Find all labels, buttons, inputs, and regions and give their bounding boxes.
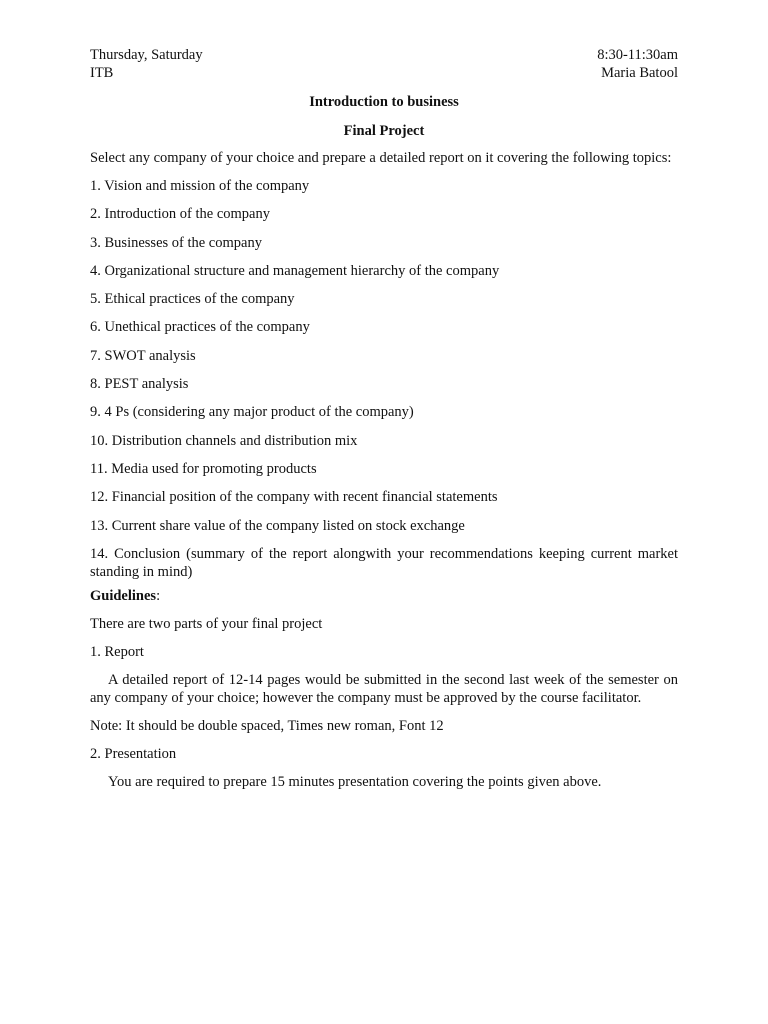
guidelines-colon: : bbox=[156, 587, 161, 604]
topic-item: 3. Businesses of the company bbox=[90, 234, 262, 251]
topic-item: 11. Media used for promoting products bbox=[90, 460, 317, 477]
presentation-description: You are required to prepare 15 minutes presentation covering the points given above. bbox=[108, 773, 602, 790]
formatting-note: Note: It should be double spaced, Times new roman, Font 12 bbox=[90, 717, 444, 734]
class-days: Thursday, Saturday bbox=[90, 47, 203, 63]
topic-item: 8. PEST analysis bbox=[90, 376, 189, 393]
course-code: ITB bbox=[90, 65, 114, 81]
topic-item: 5. Ethical practices of the company bbox=[90, 291, 295, 308]
topic-item: 1. Vision and mission of the company bbox=[90, 178, 310, 194]
instructor-name: Maria Batool bbox=[601, 65, 678, 81]
topic-list bbox=[90, 177, 678, 581]
class-time: 8:30-11:30am bbox=[597, 47, 678, 63]
document-body bbox=[90, 46, 678, 791]
topic-item: 6. Unethical practices of the company bbox=[90, 319, 310, 336]
presentation-heading: 2. Presentation bbox=[90, 745, 177, 762]
parts-intro: There are two parts of your final project bbox=[90, 615, 323, 632]
topic-item: 12. Financial position of the company with recent financial statements bbox=[90, 489, 498, 506]
guidelines-label: Guidelines bbox=[90, 587, 157, 604]
topic-item: 10. Distribution channels and distribution mix bbox=[90, 432, 358, 449]
topic-item: 9. 4 Ps (considering any major product of the company) bbox=[90, 404, 414, 421]
header-row-schedule bbox=[90, 46, 678, 64]
topic-item: 4. Organizational structure and management hierarchy of the company bbox=[90, 262, 500, 279]
document-title: Introduction to business bbox=[309, 94, 459, 110]
topic-item: 7. SWOT analysis bbox=[90, 347, 196, 364]
topic-item: 2. Introduction of the company bbox=[90, 206, 270, 223]
report-description: A detailed report of 12-14 pages would be submitted in the second last week of the semester on any company of your choice; however the company must be approved by the course facilitator. bbox=[90, 671, 678, 706]
intro-paragraph: Select any company of your choice and prepare a detailed report on it covering the following topics: bbox=[90, 150, 672, 166]
document-subtitle: Final Project bbox=[343, 123, 425, 139]
report-heading: 1. Report bbox=[90, 643, 144, 660]
topic-item: 14. Conclusion (summary of the report alongwith your recommendations keeping current market standing in mind) bbox=[90, 545, 678, 580]
header-row-course bbox=[90, 64, 678, 82]
guidelines-heading bbox=[90, 587, 678, 605]
topic-item: 13. Current share value of the company listed on stock exchange bbox=[90, 517, 465, 534]
